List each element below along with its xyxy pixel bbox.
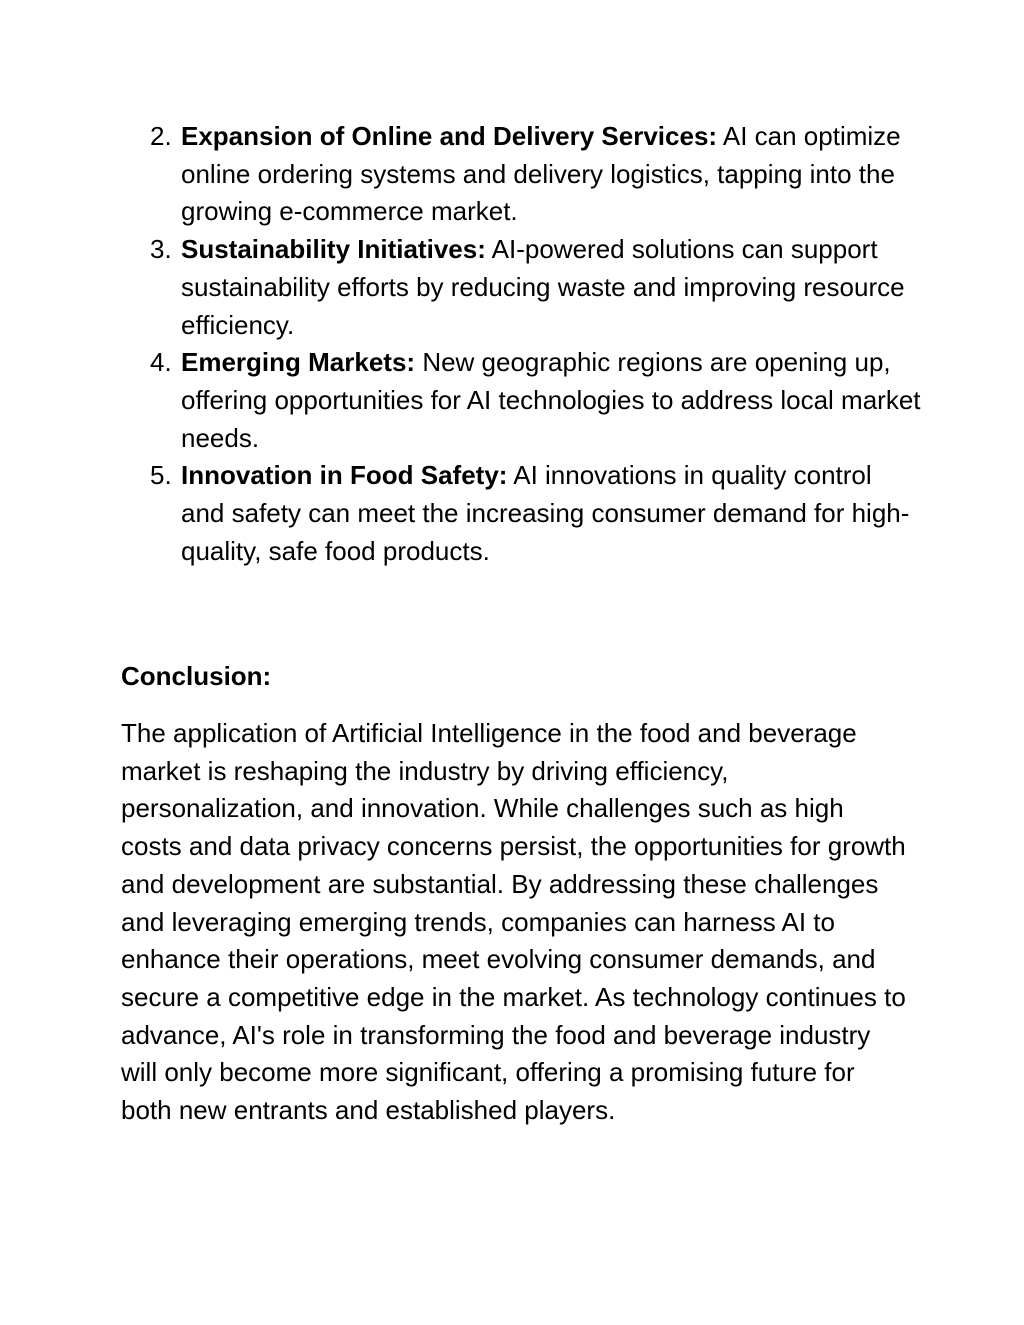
list-item-text: New geographic regions are opening up, offering opportunities for AI technologies to address local market needs. xyxy=(181,347,921,453)
list-item-title: Emerging Markets: xyxy=(181,347,416,378)
list-item-title: Expansion of Online and Delivery Services: xyxy=(181,121,718,151)
list-item-number: 2. xyxy=(150,121,172,151)
list-item xyxy=(121,231,921,344)
list-item-number: 4. xyxy=(150,347,172,378)
list-item-text: AI innovations in quality control and safety can meet the increasing consumer demand for high-quality, safe food products. xyxy=(181,460,910,566)
conclusion-paragraph: The application of Artificial Intelligence in the food and beverage market is reshaping the industry by driving efficiency, personalization, and innovation. While challenges such as high costs and data privacy concerns persist, the opportunities for growth and development are substantial. By addressing these challenges and leveraging emerging trends, companies can harness AI to enhance their operations, meet evolving consumer demands, and secure a competitive edge in the market. As technology continues to advance, AI's role in transforming the food and beverage industry will only become more significant, offering a promising future for both new entrants and established players. xyxy=(121,718,906,1126)
list-item-number: 3. xyxy=(150,234,172,265)
list-item xyxy=(121,457,921,570)
list-item-text: AI can optimize online ordering systems and delivery logistics, tapping into the growing e-commerce market. xyxy=(181,121,901,227)
list-item xyxy=(121,344,921,457)
list-item-number: 5. xyxy=(150,460,172,491)
list-item-title: Sustainability Initiatives: xyxy=(181,234,486,265)
list-item xyxy=(121,118,921,231)
list-item-text: AI-powered solutions can support sustainability efforts by reducing waste and improving resource efficiency. xyxy=(181,234,905,340)
conclusion-heading: Conclusion: xyxy=(121,661,272,691)
opportunities-list xyxy=(121,118,921,570)
list-item-title: Innovation in Food Safety: xyxy=(181,460,508,491)
